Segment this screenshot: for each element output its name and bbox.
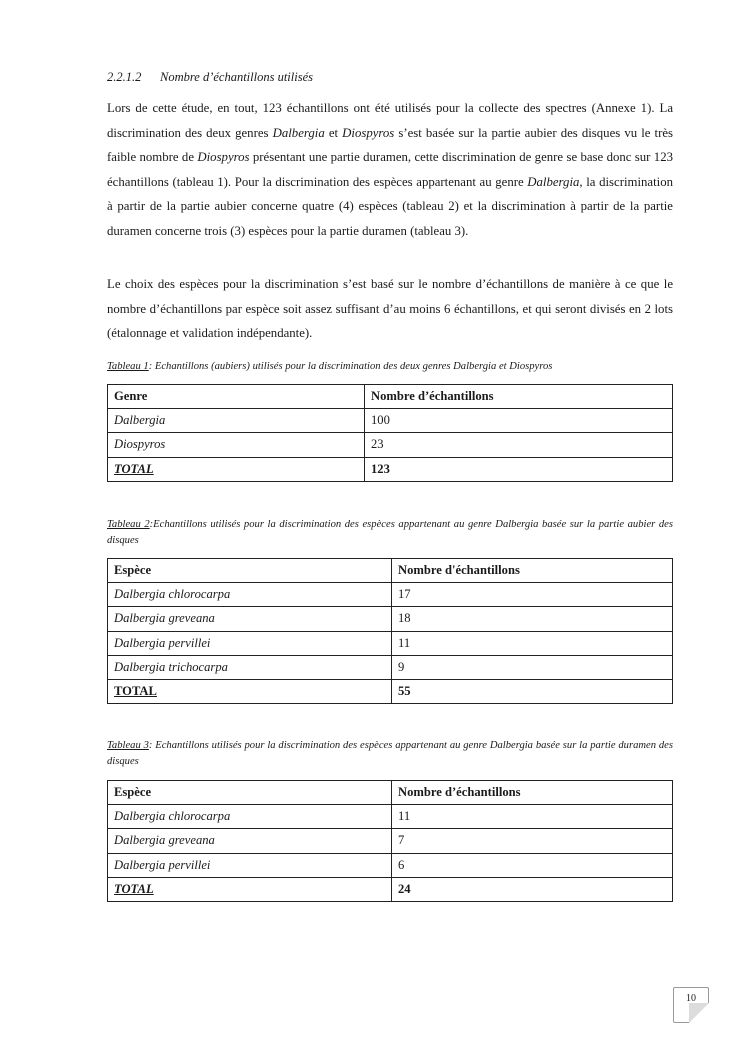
table-row — [108, 409, 673, 433]
table1-caption — [107, 359, 673, 375]
paragraph1-text-4: présentant une partie duramen, cette discrimination de genre se base donc sur 123 échantillons (tableau 1). Pour la discrimination des espèces appartenant au genre — [107, 150, 673, 189]
table3-duramen-species-samples — [107, 780, 673, 902]
table2-caption-ref: Tableau 2 — [107, 519, 150, 530]
genus-dalbergia: Dalbergia — [272, 125, 325, 140]
table2-header-count: Nombre d'échantillons — [392, 559, 673, 583]
table2-row-value: 9 — [392, 655, 673, 679]
table3-header-species: Espèce — [108, 781, 392, 805]
table2-row-value: 18 — [392, 607, 673, 631]
table-row — [108, 805, 673, 829]
table-row — [108, 631, 673, 655]
table3-row-value: 11 — [392, 805, 673, 829]
table1-caption-ref: Tableau 1 — [107, 361, 149, 372]
table3-caption-ref: Tableau 3 — [107, 740, 149, 751]
table1-genus-samples — [107, 384, 673, 482]
table1-row-value: 23 — [365, 433, 673, 457]
paragraph1-text-3: s’est basée sur la partie aubier des disques vu le très faible nombre de — [107, 125, 673, 165]
table3-total-value: 24 — [392, 877, 673, 901]
table3-caption — [107, 738, 673, 769]
table3-total-label: TOTAL — [108, 877, 392, 901]
table3-row-label: Dalbergia pervillei — [108, 853, 392, 877]
table-total-row — [108, 877, 673, 901]
genus-diospyros-2: Diospyros — [197, 150, 250, 165]
table2-caption-text: :Echantillons utilisés pour la discrimination des espèces appartenant au genre Dalbergia basée sur la partie aubier des disques — [107, 519, 673, 546]
page-curl-icon — [689, 1003, 709, 1023]
table3-row-value: 6 — [392, 853, 673, 877]
table2-header-species: Espèce — [108, 559, 392, 583]
table-total-row — [108, 679, 673, 703]
table1-header-count: Nombre d’échantillons — [365, 385, 673, 409]
section-title: Nombre d’échantillons utilisés — [160, 70, 313, 84]
table1-total-value: 123 — [365, 457, 673, 481]
table2-row-value: 17 — [392, 583, 673, 607]
table-header-row — [108, 385, 673, 409]
table-row — [108, 829, 673, 853]
table2-row-label: Dalbergia trichocarpa — [108, 655, 392, 679]
table1-header-genre: Genre — [108, 385, 365, 409]
table1-total-label: TOTAL — [108, 457, 365, 481]
page-number: 10 — [686, 993, 696, 1004]
table-row — [108, 607, 673, 631]
table3-caption-text: : Echantillons utilisés pour la discrimination des espèces appartenant au genre Dalbergia basée sur la partie duramen des disques — [107, 740, 673, 767]
genus-dalbergia-2: Dalbergia — [527, 174, 580, 189]
table3-header-count: Nombre d’échantillons — [392, 781, 673, 805]
table2-row-value: 11 — [392, 631, 673, 655]
table2-total-label: TOTAL — [108, 679, 392, 703]
paragraph1-text-2: et — [324, 125, 343, 140]
table2-row-label: Dalbergia greveana — [108, 607, 392, 631]
table1-row-label: Diospyros — [108, 433, 365, 457]
table-row — [108, 853, 673, 877]
section-heading — [107, 70, 313, 85]
table2-total-value: 55 — [392, 679, 673, 703]
table-total-row — [108, 457, 673, 481]
table2-row-label: Dalbergia pervillei — [108, 631, 392, 655]
genus-diospyros: Diospyros — [342, 125, 395, 140]
table3-row-value: 7 — [392, 829, 673, 853]
table-row — [108, 655, 673, 679]
table-header-row — [108, 559, 673, 583]
paragraph1-text-5: , la discrimination à partir de la partie aubier concerne quatre (4) espèces (tableau 2) et la discrimination à partir de la partie duramen concerne trois (3) espèces pour la partie duramen (tableau 3). — [107, 174, 674, 238]
table1-row-label: Dalbergia — [108, 409, 365, 433]
page-number-box — [673, 987, 709, 1023]
paragraph-species-choice: Le choix des espèces pour la discrimination s’est basé sur le nombre d’échantillons de manière à ce que le nombre d’échantillons par espèce soit assez suffisant d’au moins 6 échantillons, et qui seront divisés en 2 lots (étalonnage et validation indépendante). — [107, 277, 673, 341]
table1-caption-text: : Echantillons (aubiers) utilisés pour la discrimination des deux genres Dalbergia et Diospyros — [148, 361, 553, 372]
table2-aubier-species-samples — [107, 558, 673, 704]
table2-caption — [107, 517, 673, 548]
table-header-row — [108, 781, 673, 805]
paragraph1-text-1: Lors de cette étude, en tout, 123 échantillons ont été utilisés pour la collecte des spectres (Annexe 1). La discrimination des deux genres — [107, 101, 673, 140]
table3-row-label: Dalbergia chlorocarpa — [108, 805, 392, 829]
table3-row-label: Dalbergia greveana — [108, 829, 392, 853]
paragraph-sample-count — [107, 96, 673, 244]
table-row — [108, 433, 673, 457]
table2-row-label: Dalbergia chlorocarpa — [108, 583, 392, 607]
table1-row-value: 100 — [365, 409, 673, 433]
section-number: 2.2.1.2 — [107, 70, 142, 84]
table-row — [108, 583, 673, 607]
